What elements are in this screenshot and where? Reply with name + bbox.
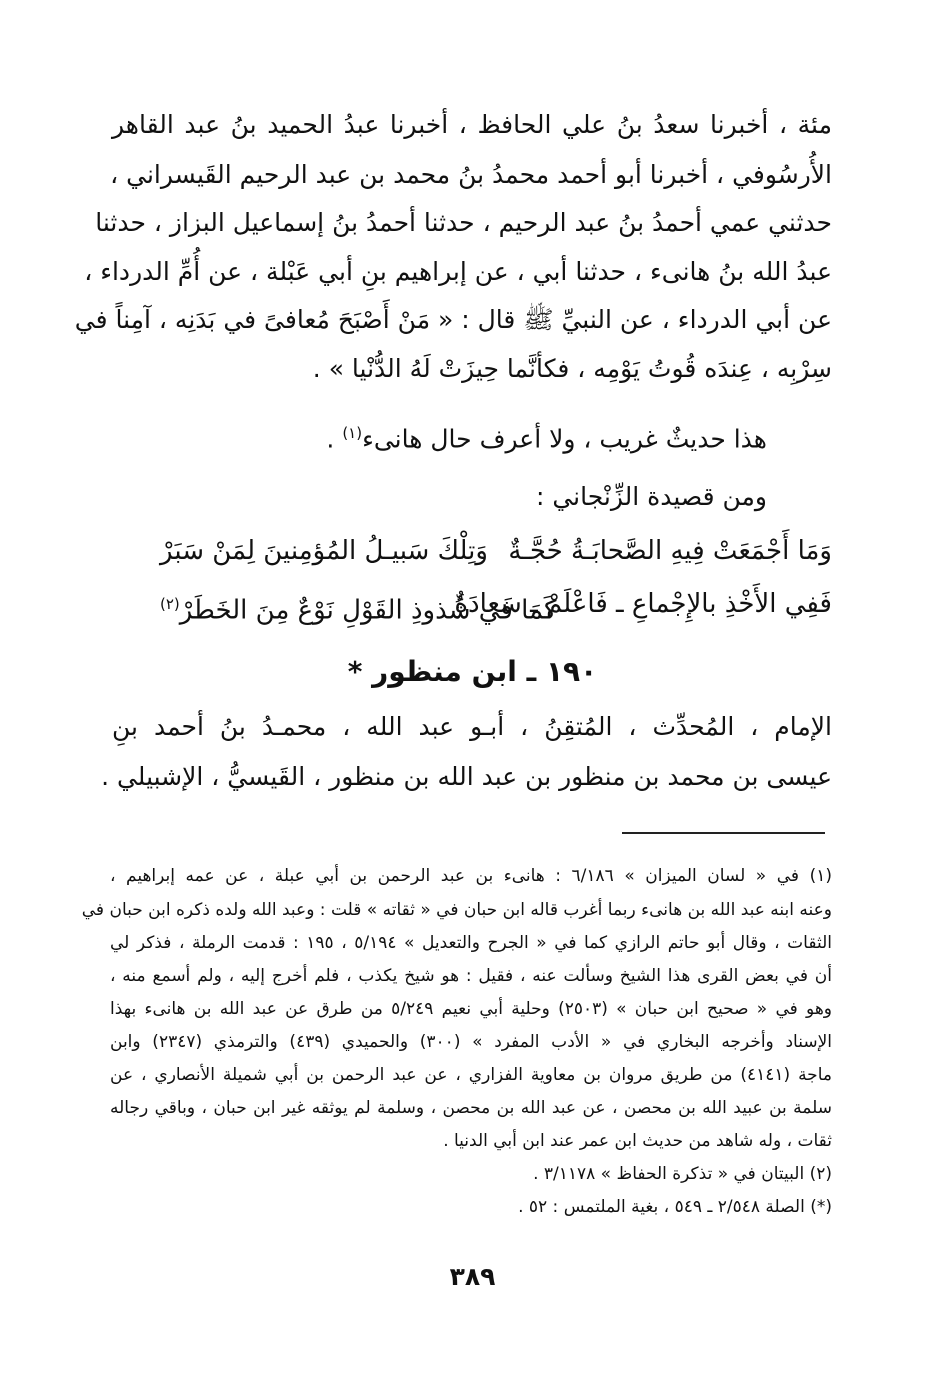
footnote-source: (*) الصلة ٢/٥٤٨ ـ ٥٤٩ ، بغية الملتمس : ٥٢ . <box>518 1197 832 1217</box>
section-heading: ١٩٠ ـ ابن منظور * <box>347 655 598 688</box>
author-comment <box>127 418 767 454</box>
footnote-ref-1: (١) <box>342 424 363 442</box>
footnote-line-5: وهو في « صحيح ابن حبان » (٢٥٠٣) وحلية أبي نعيم ٥/٢٤٩ من طرق عن عبد الله بن هانىء بهذا <box>110 999 832 1019</box>
comment-end: . <box>326 424 343 454</box>
body-line-1: مئة ، أخبرنا سعدُ بنُ علي الحافظ ، أخبرنا عبدُ الحميد بنُ عبد القاهر <box>112 110 832 139</box>
body-line-5: عن أبي الدرداء ، عن النبيِّ ﷺ قال : « مَنْ أَصْبَحَ مُعافىً في بَدَنِه ، آمِناً في <box>74 305 832 334</box>
bio-line-2: عيسى بن محمد بن منظور بن عبد الله بن منظور ، القَيسيُّ ، الإشبيلي . <box>101 762 832 791</box>
footnote-line-9: ثقات ، وله شاهد من حديث ابن عمر عند ابن أبي الدنيا . <box>443 1131 832 1151</box>
footnote-ref-2: (٢) <box>160 595 180 613</box>
footnote-line-8: سلمة بن عبيد الله بن محصن ، عن عبد الله بن محصن ، وسلمة لم يوثقه غير ابن حبان ، وباقي رجاله <box>110 1098 832 1118</box>
comment-text: هذا حديثٌ غريب ، ولا أعرف حال هانىء <box>362 424 767 454</box>
body-line-2: الأُرسُوفي ، أخبرنا أبو أحمد محمدُ بنُ محمد بن عبد الرحيم القَيسراني ، <box>110 160 832 189</box>
qasida-intro: ومن قصيدة الزِّنْجاني : <box>535 482 767 511</box>
verse-2-text: كَمَا في شُذوذِ القَوْلِ نَوْعٌ مِنَ الخَطَرْ <box>179 595 557 626</box>
verse-2-first-hemistich: فَفِي الأَخْذِ بالإِجْماعِ ـ فَاعْلَمْ ـ سَعادَةٌ <box>454 589 832 619</box>
footnote-2: (٢) البيتان في « تذكرة الحفاظ » ٣/١١٧٨ . <box>533 1164 832 1184</box>
footnote-line-6: الإسناد وأخرجه البخاري في « الأدب المفرد » (٣٠٠) والحميدي (٤٣٩) والترمذي (٢٣٤٧) وابن <box>110 1032 832 1052</box>
verse-2-second-hemistich <box>160 588 557 627</box>
footnote-line-2: وعنه ابنه عبد الله بن هانىء ربما أغرب قاله ابن حبان في « ثقاته » قلت : وعبد الله ولده ذكره ابن حبان في <box>81 900 832 920</box>
bio-line-1: الإمام ، المُحدِّث ، المُتقِنُ ، أبـو عبد الله ، محمـدُ بنُ أحمد بنِ <box>112 712 832 741</box>
body-line-4: عبدُ الله بنُ هانىء ، حدثنا أبي ، عن إبراهيم بنِ أبي عَبْلة ، عن أُمِّ الدرداء ، <box>84 257 832 286</box>
body-line-3: حدثني عمي أحمدُ بنُ عبد الرحيم ، حدثنا أحمدُ بنُ إسماعيل البزاز ، حدثنا <box>95 208 832 237</box>
footnote-line-3: الثقات ، وقال أبو حاتم الرازي كما في « الجرح والتعديل » ٥/١٩٤ ، ١٩٥ : قدمت الرملة ، فذكر لي <box>110 933 832 953</box>
verse-1-second-hemistich: وَتِلْكَ سَبيـلُ المُؤمِنينَ لِمَنْ سَبَرْ <box>160 536 488 566</box>
footnote-line-7: ماجة (٤١٤١) من طريق مروان بن معاوية الفزاري ، عن عبد الرحمن بن أبي شميلة الأنصاري ، عن <box>110 1065 832 1085</box>
page-number: ٣٨٩ <box>449 1262 496 1291</box>
footnote-line-1: (١) في « لسان الميزان » ٦/١٨٦ : هانىء بن عبد الرحمن بن أبي عبلة ، عن عمه إبراهيم ، <box>110 866 832 886</box>
footnote-line-4: أن في بعض القرى هذا الشيخ وسألت عنه ، فقيل : هو شيخ يكذب ، فلم أخرج إليه ، ولم أسمع منه ، <box>110 966 832 986</box>
verse-1-first-hemistich: وَمَا أَجْمَعَتْ فِيهِ الصَّحابَـةُ حُجَّـةٌ <box>508 536 832 566</box>
body-line-6: سِرْبِه ، عِندَه قُوتُ يَوْمِه ، فكأنَّما حِيزَتْ لَهُ الدُّنْيا » . <box>312 354 832 383</box>
footnote-divider <box>622 832 825 834</box>
